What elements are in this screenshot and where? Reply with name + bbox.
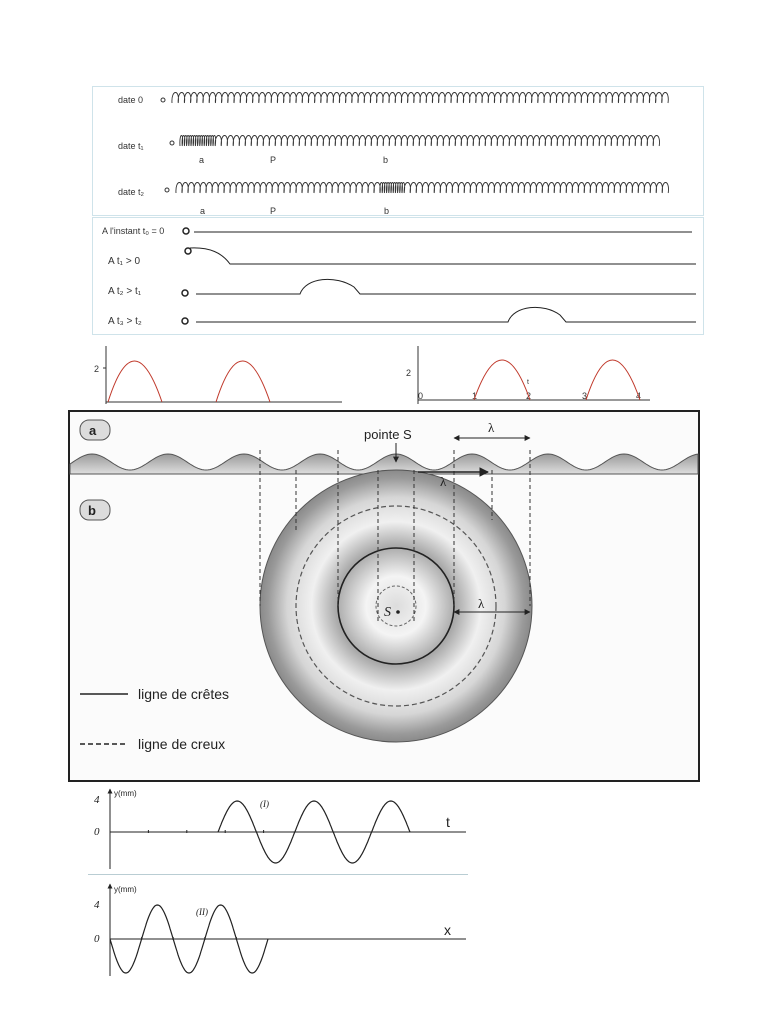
rope-diagram	[92, 217, 704, 335]
spring-panel	[92, 86, 704, 216]
spring-row-label-1: date t₁	[118, 141, 144, 151]
spring-coil-2	[176, 183, 669, 194]
tag-b: b	[88, 503, 96, 518]
pulse-right-chart	[400, 342, 650, 406]
spring-coil-0	[172, 93, 668, 104]
rope-line-1	[190, 248, 696, 264]
chart-ii-title: (II)	[196, 907, 208, 917]
rope-row-label-0: A l'instant t₀ = 0	[102, 226, 165, 236]
lambda-mid: λ	[440, 474, 447, 489]
pulse-left-chart	[92, 342, 342, 406]
rope-row-label-3: A t₃ > t₂	[108, 316, 142, 327]
marker-p-2: P	[270, 206, 277, 216]
spring-coil-1	[180, 136, 660, 147]
legend-dashed-label: ligne de creux	[138, 736, 226, 752]
pulse-right-tick-2: 2	[526, 391, 532, 401]
pointe-label: pointe S	[364, 427, 412, 442]
chart-i	[88, 785, 468, 873]
pulse-right-tick-4: 4	[636, 391, 642, 401]
marker-b-2: b	[384, 206, 390, 216]
chart-i-xlabel: t	[446, 814, 450, 830]
pulse-right-tick-1: 1	[472, 391, 478, 401]
lambda-top: λ	[488, 420, 495, 435]
chart-ii-xlabel: x	[444, 922, 451, 938]
chart-ii-ylabel: y(mm)	[114, 885, 137, 894]
marker-b-1: b	[383, 155, 389, 165]
legend-solid-label: ligne de crêtes	[138, 686, 230, 702]
spring-row-label-0: date 0	[118, 95, 144, 105]
pulse-right-panel	[400, 342, 650, 406]
chart-ii-ytick-0: 0	[94, 933, 100, 945]
pulse-left-tick: 2	[94, 364, 100, 374]
rope-row-label-2: A t₂ > t₁	[108, 286, 142, 297]
rope-row-label-1: A t₁ > 0	[108, 256, 141, 267]
spring-diagram	[92, 86, 704, 216]
chart-i-title: (I)	[260, 799, 269, 809]
rope-line-2	[196, 279, 696, 294]
pulse-right-tick-3: 3	[582, 391, 588, 401]
marker-p-1: P	[270, 155, 277, 165]
chart-ii	[88, 880, 468, 978]
pulse-right-tick-0: 0	[418, 391, 424, 401]
ripple-diagram	[68, 410, 700, 782]
chart-i-panel	[88, 785, 468, 873]
marker-a-2: a	[200, 206, 206, 216]
rope-line-3	[196, 307, 696, 322]
pulse-left-panel	[92, 342, 342, 406]
pulse-right-tick-y: 2	[406, 368, 412, 378]
chart-i-ytick-4: 4	[94, 794, 100, 806]
rope-panel	[92, 217, 704, 335]
ripple-panel	[68, 410, 700, 782]
chart-i-ylabel: y(mm)	[114, 789, 137, 798]
chart-i-ytick-0: 0	[94, 826, 100, 838]
lambda-disc: λ	[478, 596, 485, 611]
tag-a: a	[89, 423, 97, 438]
pulse-right-small-t: t	[527, 379, 529, 386]
spring-row-label-2: date t₂	[118, 187, 145, 197]
source-label: S	[384, 605, 391, 620]
marker-a-1: a	[199, 155, 205, 165]
chart-ii-ytick-4: 4	[94, 899, 100, 911]
chart-divider	[88, 874, 468, 875]
chart-ii-panel	[88, 880, 468, 978]
